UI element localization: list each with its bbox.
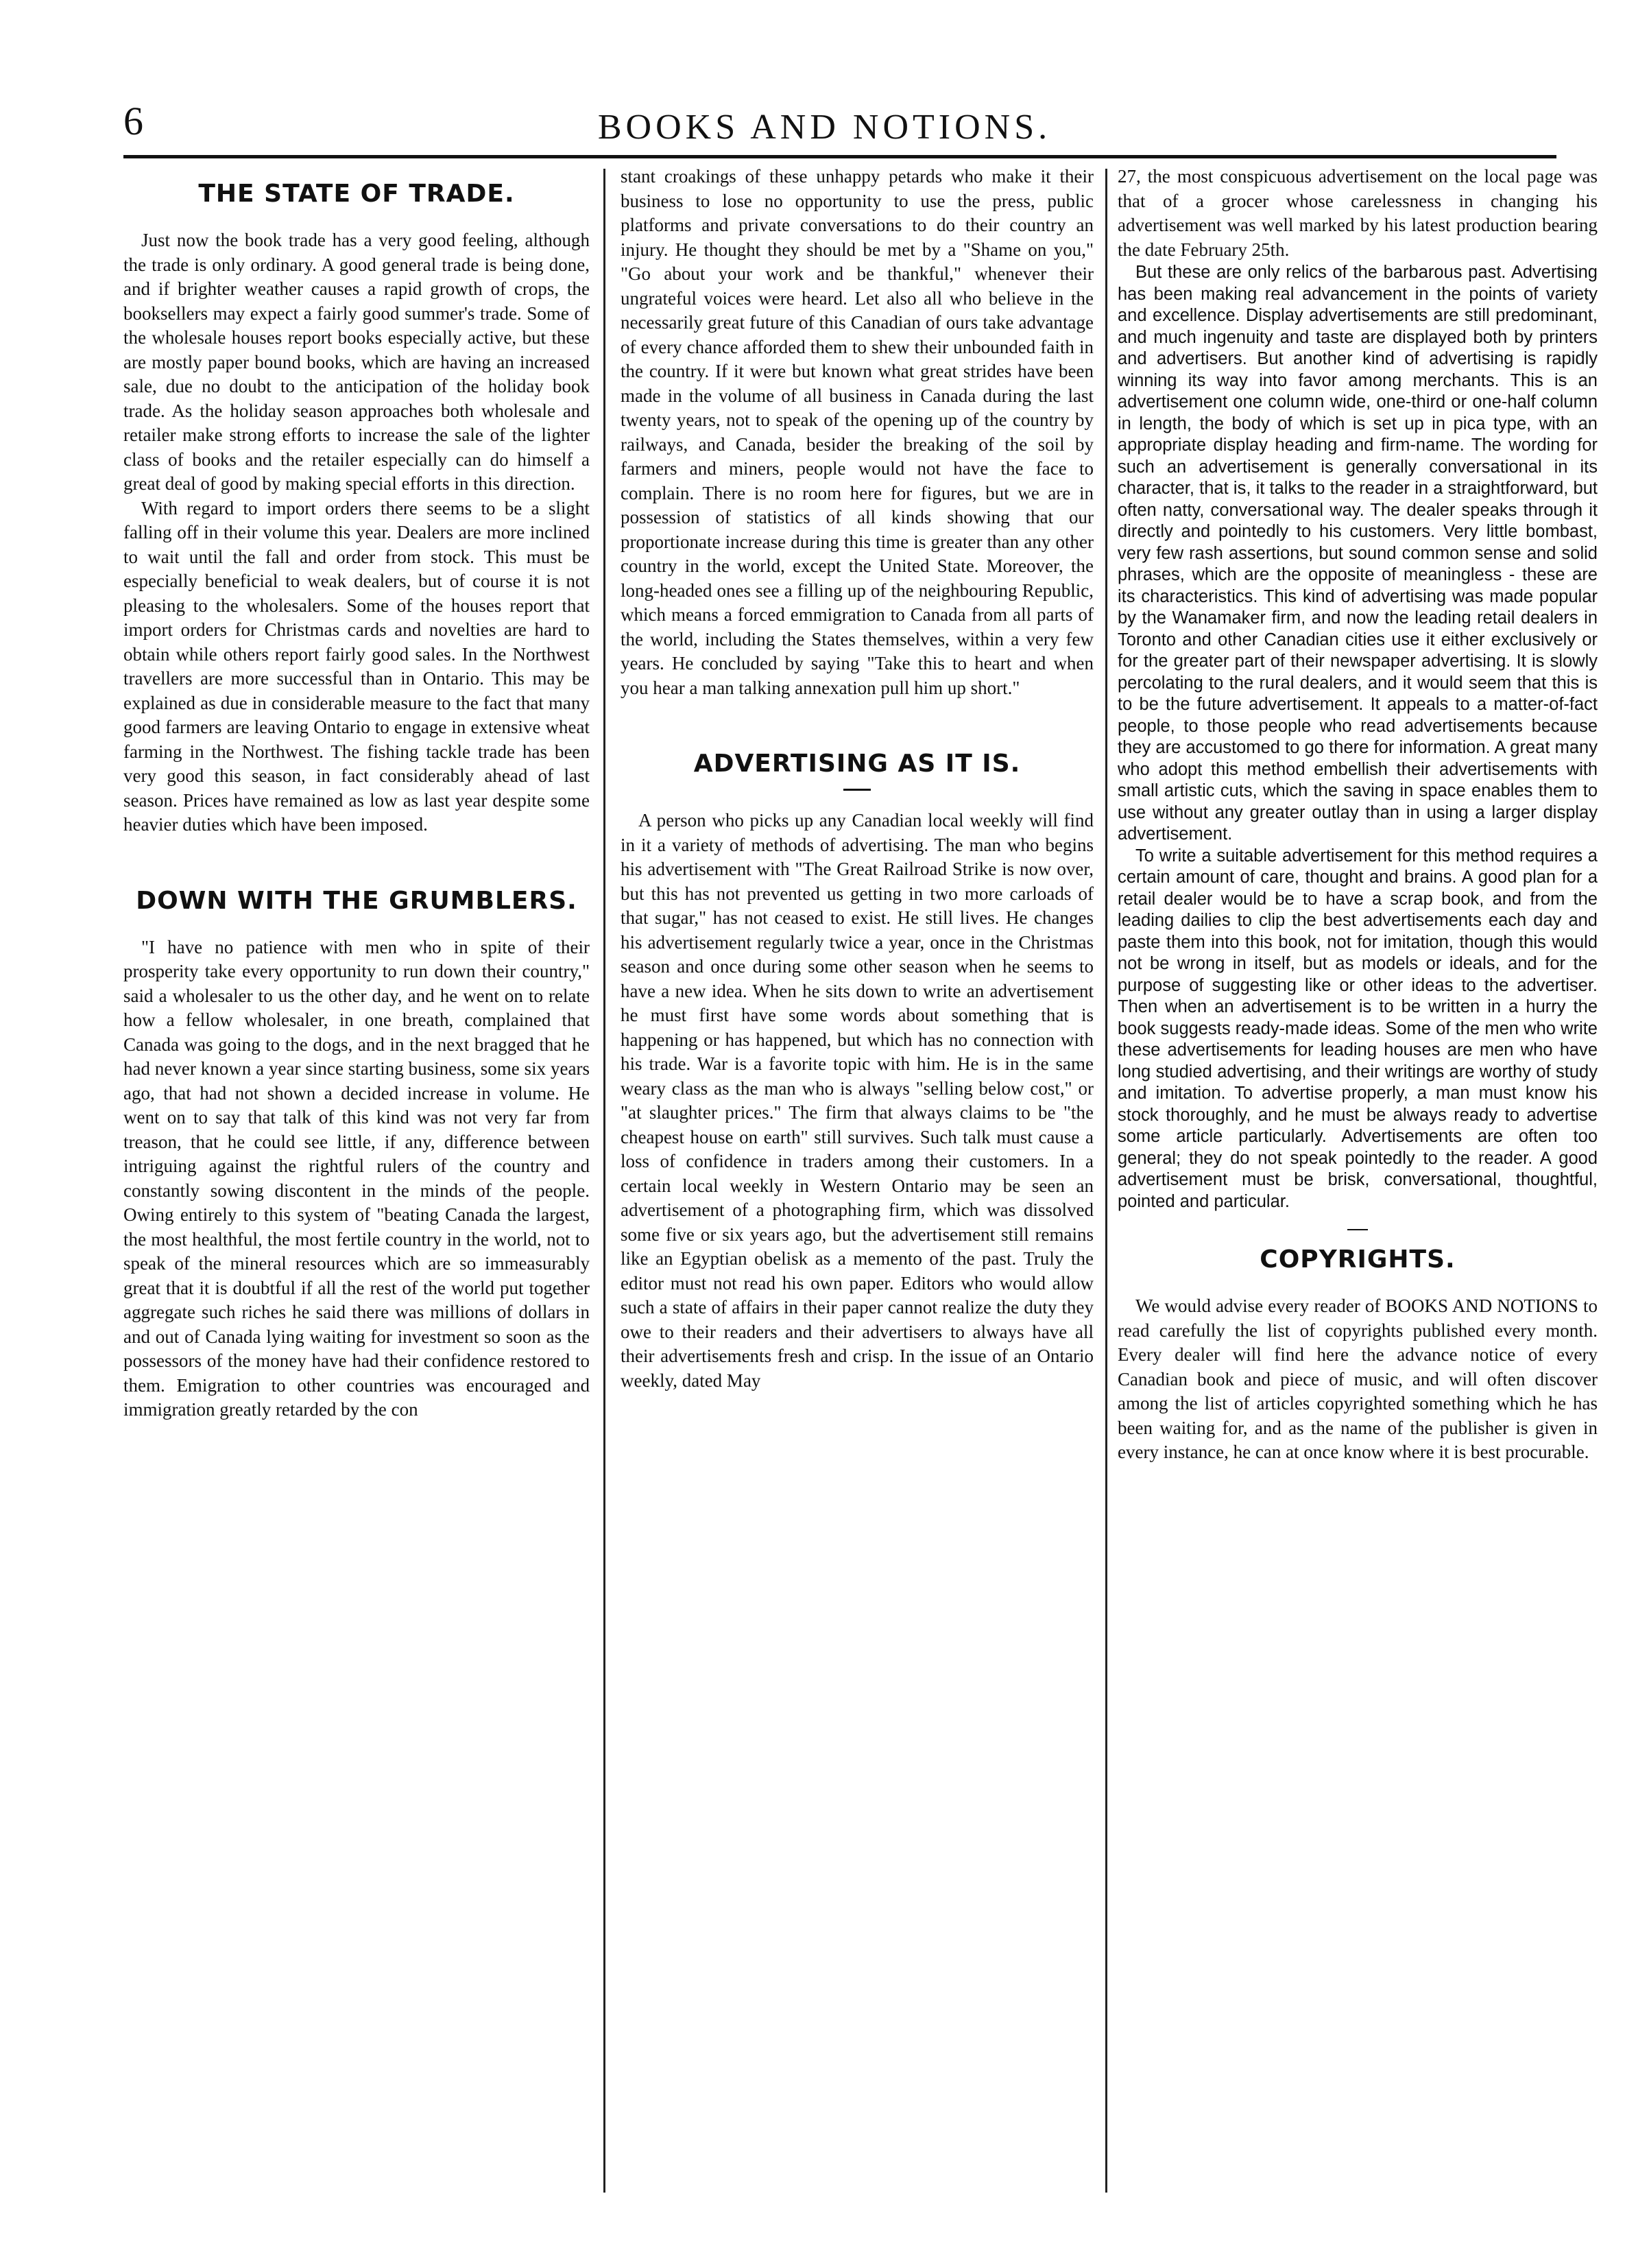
article-title-copyrights: COPYRIGHTS. bbox=[1260, 1245, 1456, 1274]
article-paragraph-continued: 27, the most conspicuous advertisement on the local page was that of a grocer whose carelessness in changing his advertisement was well marked by his latest production bearing the date February 25th. bbox=[1118, 166, 1598, 260]
header-rule bbox=[123, 155, 1556, 158]
article-paragraph: "I have no patience with men who in spite of their prosperity take every opportunity to run down their country," said a wholesaler to us the other day, and he went on to relate how a fellow wholesaler, in one breath, complained that Canada was going to the dogs, and in the next bragged that he had never known a year since starting business, some six years ago, that had not shown a decided increase in volume. He went on to say that talk of this kind was not very far from treason, that he could see little, if any, difference between intriguing against the rightful rulers of the country and constantly sowing discontent in the minds of the people. Owing entirely to this system of "beating Canada the largest, the most healthful, the most fertile country in the world, not to speak of the mineral resources which are so immeasurably great that it is doubtful if all the rest of the world put together aggregate such riches he said there was millions of dollars in and out of Canada lying waiting for investment so soon as the possessors of the money have had their confidence restored to them. Emigration to other countries was encouraged and immigration greatly retarded by the con bbox=[123, 936, 590, 1420]
article-paragraph: To write a suitable advertisement for this method requires a certain amount of care, thought and brains. A good plan for a retail dealer would be to have a scrap book, and from the leading dailies to clip the best advertisements each day and paste them into this book, not for imitation, though this would not be wrong in itself, but as models or ideals, and for the purpose of suggesting like or other ideas to the advertiser. Then when an advertisement is to be written in a hurry the book suggests ready-made ideas. Some of the men who write these advertisements for leading houses are men who have long studied advertising, and their writings are worthy of study and imitation. To advertise properly, a man must know his stock thoroughly, and he must be always ready to advertise some article particularly. Advertisements are often too general; they do not speak pointedly to the reader. A good advertisement must be brisk, conversational, thoughtful, pointed and particular. bbox=[1118, 846, 1598, 1211]
page-number: 6 bbox=[123, 99, 143, 143]
column-divider bbox=[1105, 169, 1107, 2193]
section-dash bbox=[1347, 1229, 1368, 1230]
article-paragraph: A person who picks up any Canadian local weekly will find in it a variety of methods of advertising. The man who begins his advertisement with "The Great Railroad Strike is now over, but this has not prevented us getting in two more carloads of that sugar," has not ceased to exist. He still lives. He changes his advertisement regularly twice a year, once in the Christmas season and once during some other season when he seems to have a new idea. When he sits down to write an advertisement he must first have some words about something that is happening or has happened, but which has no connection with his trade. War is a favorite topic with him. He is in the same weary class as the man who is always "selling below cost," or "at slaughter prices." The firm that always claims to be "the cheapest house on earth" still survives. Such talk must cause a loss of confidence in traders among their customers. In a certain local weekly in Western Ontario may be seen an advertisement of a photographing firm, which was dissolved some five or six years ago, but the advertisement still remains like an Egyptian obelisk as a memento of the past. Truly the editor must not read his own paper. Editors who would allow such a state of affairs in their paper cannot realize the duty they owe to their readers and their advertisers to always have all their advertisements fresh and crisp. In the issue of an Ontario weekly, dated May bbox=[621, 810, 1094, 1391]
column-2 bbox=[621, 165, 1094, 2241]
article-title-state-of-trade: THE STATE OF TRADE. bbox=[198, 180, 515, 208]
article-paragraph: But these are only relics of the barbarous past. Advertising has been making real advancement in the points of variety and excellence. Display advertisements are still predominant, and much ingenuity and taste are displayed both by printers and advertisers. But another kind of advertising is rapidly winning its way into favor among merchants. This is an advertisement one column wide, one-third or one-half column in length, the body of which is set up in pica type, with an appropriate display heading and firm-name. The wording for such an advertisement is generally conversational in its character, that is, it talks to the reader in a straightforward, but often natty, conversational way. The dealer speaks through it directly and pointedly to his customers. Very little bombast, very few rash assertions, but sound common sense and solid phrases, which are the opposite of meaningless - these are its characteristics. This kind of advertising was made popular by the Wanamaker firm, and now the leading retail dealers in Toronto and other Canadian cities use it either exclusively or for the greater part of their newspaper advertising. It is slowly percolating to the rural dealers, and it would seem that this is to be the future advertisement. It appeals to a matter-of-fact people, to those people who read advertisements because they are accustomed to go there for information. A great many who adopt this method embellish their advertisements with small artistic cuts, which the saving in space enables them to use without any greater outlay than in using a larger display advertisement. bbox=[1118, 263, 1598, 844]
article-paragraph: Just now the book trade has a very good feeling, although the trade is only ordinary. A good general trade is being done, and if brighter weather causes a rapid growth of crops, the booksellers may expect a fairly good summer's trade. Some of the wholesale houses report books especially active, but these are mostly paper bound books, which are having an increased sale, due no doubt to the anticipation of the holiday book trade. As the holiday season approaches both wholesale and retailer make strong efforts to increase the sale of the lighter class of books and the retailer especially can do himself a great deal of good by making special efforts in this direction. bbox=[123, 230, 590, 494]
article-title-advertising: ADVERTISING AS IT IS. bbox=[693, 750, 1021, 778]
article-title-grumblers: DOWN WITH THE GRUMBLERS. bbox=[136, 886, 577, 915]
column-3 bbox=[1118, 165, 1598, 2241]
column-1 bbox=[123, 165, 590, 2241]
article-paragraph-continued: stant croakings of these unhappy petards who make it their business to lose no opportunity to use the press, public platforms and private conversations to do their country an injury. He thought they should be met by a "Shame on you," "Go about your work and be thankful," whenever their ungrateful voices were heard. Let also all who believe in the necessarily great future of this Canadian of ours take advantage of every chance afforded them to shew their unbounded faith in the country. If it were but known what great strides have been made in the volume of all business in Canada during the last twenty years, not to speak of the opening up of the country by railways, and Canada, besider the breaking of the soil by farmers and miners, people would not have the face to complain. There is no room here for figures, but we are in possession of statistics of all kinds showing that our proportionate increase during this time is greater than any other country in the world, except the United State. Moreover, the long-headed ones see a filling up of the neighbouring Republic, which means a forced emmigration to Canada from all parts of the world, including the States themselves, within a very few years. He concluded by saying "Take this to heart and when you hear a man talking annexation pull him up short." bbox=[621, 166, 1094, 698]
article-paragraph: We would advise every reader of BOOKS AND NOTIONS to read carefully the list of copyrights published every month. Every dealer will find here the advance notice of every Canadian book and piece of music, and will often discover among the list of articles copyrighted something which he has been waiting for, and as the name of the publisher is given in every instance, he can at once know where it is best procurable. bbox=[1118, 1296, 1598, 1462]
article-paragraph: With regard to import orders there seems to be a slight falling off in their volume this year. Dealers are more inclined to wait until the fall and order from stock. This must be especially beneficial to weak dealers, but of course it is not pleasing to the wholesalers. Some of the houses report that import orders for Christmas cards and novelties are hard to obtain while others report fairly good sales. In the Northwest travellers are more successful than in Ontario. This may be explained as due in considerable measure to the fact that many good farmers are leaving Ontario to engage in extensive wheat farming in the Northwest. The fishing tackle trade has been very good this season, in fact considerably ahead of last season. Prices have remained as low as last year despite some heavier duties which have been imposed. bbox=[123, 497, 590, 835]
column-divider bbox=[603, 169, 605, 2193]
journal-title: BOOKS AND NOTIONS. bbox=[597, 108, 1052, 147]
title-dash bbox=[843, 789, 871, 791]
